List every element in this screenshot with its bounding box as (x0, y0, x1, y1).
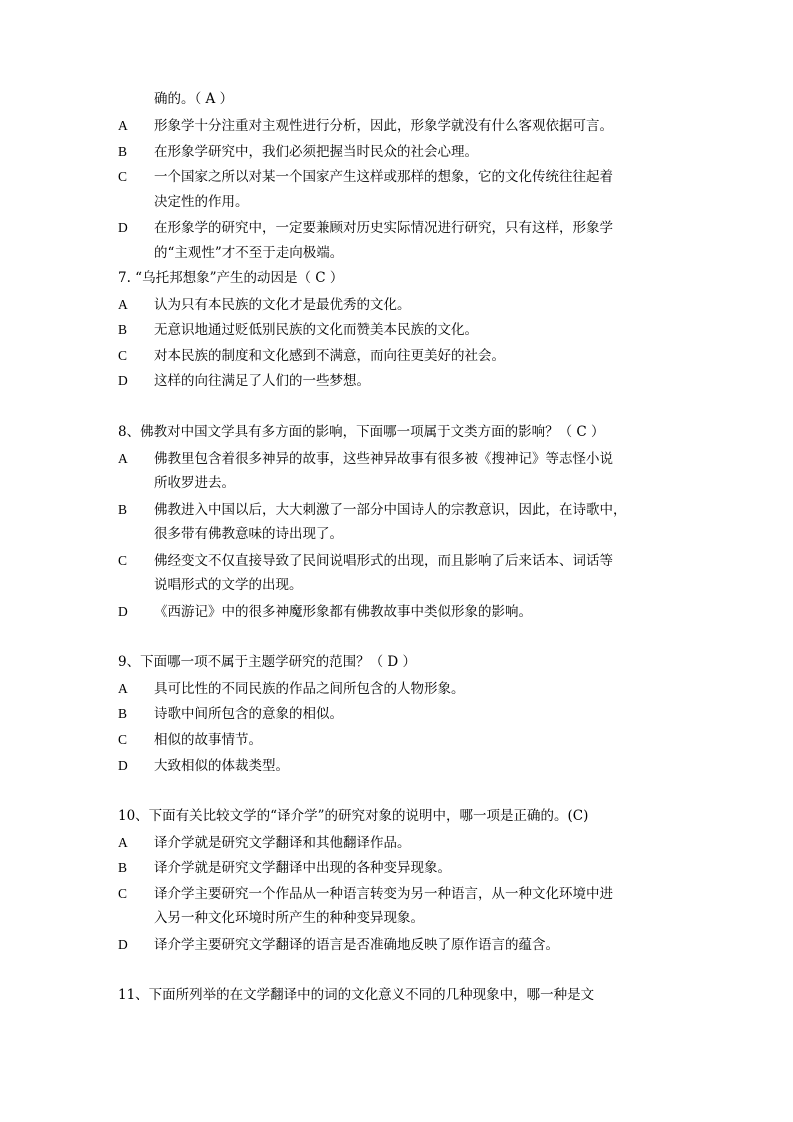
q7-option-a: A 认为只有本民族的文化才是最优秀的文化。 (118, 297, 411, 313)
q10-option-c: C 译介学主要研究一个作品从一种语言转变为另一种语言，从一种文化环境中进 (118, 886, 613, 902)
q8-option-a: A 佛教里包含着很多神异的故事，这些神异故事有很多被《搜神记》等志怪小说 (118, 451, 613, 467)
q6-option-c-continuation: 决定性的作用。 (154, 194, 249, 210)
q9-option-c: C 相似的故事情节。 (118, 732, 262, 748)
q10-option-d: D 译介学主要研究文学翻译的语言是否准确地反映了原作语言的蕴含。 (118, 937, 559, 953)
q8-option-c-continuation: 说唱形式的文学的出现。 (154, 577, 303, 593)
q10-option-a: A 译介学就是研究文学翻译和其他翻译作品。 (118, 835, 411, 851)
q6-option-d-continuation: 的“主观性”才不至于走向极端。 (154, 245, 344, 261)
q8-option-b-continuation: 很多带有佛教意味的诗出现了。 (154, 526, 343, 542)
q8-option-c: C 佛经变文不仅直接导致了民间说唱形式的出现，而且影响了后来话本、词话等 (118, 553, 613, 569)
q8-option-d: D 《西游记》中的很多神魔形象都有佛教故事中类似形象的影响。 (118, 604, 532, 620)
q10-question: 10、下面有关比较文学的“译介学”的研究对象的说明中，哪一项是正确的。(C) (118, 808, 589, 824)
q6-option-a: A 形象学十分注重对主观性进行分析，因此，形象学就没有什么客观依据可言。 (118, 118, 613, 134)
q9-option-b: B 诗歌中间所包含的意象的相似。 (118, 706, 343, 722)
q6-stem-tail: 确的。（ A ） (154, 91, 234, 107)
q8-option-b: B 佛教进入中国以后，大大刺激了一部分中国诗人的宗教意识，因此，在诗歌中， (118, 502, 627, 518)
q7-question: 7. “乌托邦想象”产生的动因是（ C ） (118, 270, 344, 286)
q8-question: 8、佛教对中国文学具有多方面的影响，下面哪一项属于文类方面的影响？（ C ） (118, 424, 605, 440)
q10-option-c-continuation: 入另一种文化环境时所产生的种种变异现象。 (154, 910, 424, 926)
q7-option-c: C 对本民族的制度和文化感到不满意，而向往更美好的社会。 (118, 348, 505, 364)
q8-option-a-continuation: 所收罗进去。 (154, 475, 235, 491)
q11-question: 11、下面所列举的在文学翻译中的词的文化意义不同的几种现象中，哪一种是文 (118, 987, 595, 1003)
q9-option-d: D 大致相似的体裁类型。 (118, 758, 289, 774)
q7-option-d: D 这样的向往满足了人们的一些梦想。 (118, 373, 370, 389)
q7-option-b: B 无意识地通过贬低别民族的文化而赞美本民族的文化。 (118, 322, 478, 338)
q10-option-b: B 译介学就是研究文学翻译中出现的各种变异现象。 (118, 860, 451, 876)
q9-option-a: A 具可比性的不同民族的作品之间所包含的人物形象。 (118, 681, 465, 697)
q6-option-c: C 一个国家之所以对某一个国家产生这样或那样的想象，它的文化传统往往起着 (118, 169, 613, 185)
q6-option-b: B 在形象学研究中，我们必须把握当时民众的社会心理。 (118, 144, 478, 160)
q6-option-d: D 在形象学的研究中，一定要兼顾对历史实际情况进行研究，只有这样，形象学 (118, 220, 613, 236)
q9-question: 9、下面哪一项不属于主题学研究的范围？（ D ） (118, 654, 416, 670)
